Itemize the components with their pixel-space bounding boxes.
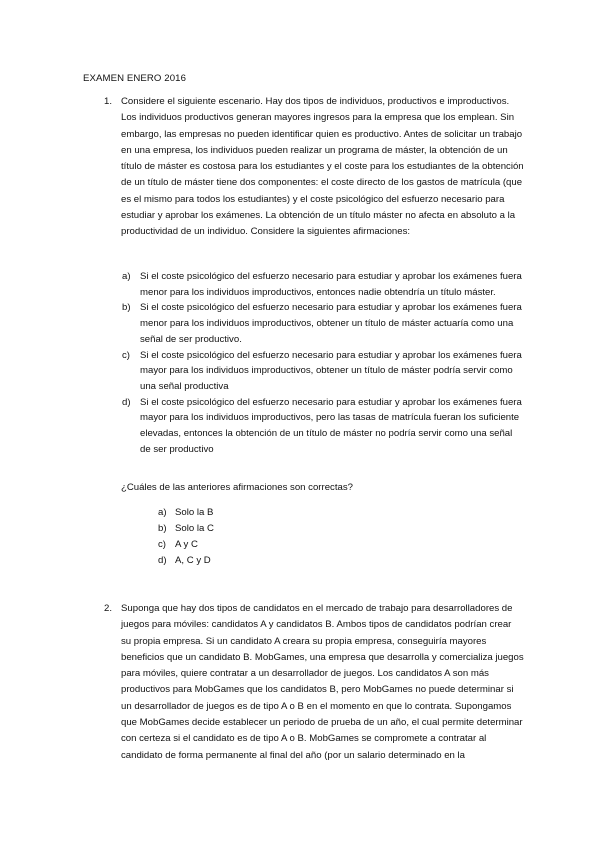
question-1-prompt: ¿Cuáles de las anteriores afirmaciones son correctas? <box>121 482 353 493</box>
question-1-text: Considere el siguiente escenario. Hay dos tipos de individuos, productivos e improductivos. Los individuos productivos generan mayores ingresos para la empresa que los emplean. Sin embargo, las empresas no pueden identificar quien es productivo. Antes de solicitar un trabajo en una empresa, los individuos pueden realizar un programa de máster, la obtención de un título de máster es costosa para los estudiantes y el coste para los estudiantes de la obtención de un título de máster tiene dos componentes: el coste directo de los gastos de matrícula (que es el mismo para todos los estudiantes) y el coste psicológico del esfuerzo necesario para estudiar y aprobar los exámenes. La obtención de un título máster no afecta en absoluto a la productividad de un individuo. Considere la siguientes afirmaciones: <box>121 96 524 238</box>
answer-letter: d) <box>158 555 167 566</box>
answer-text: A y C <box>175 539 198 550</box>
statement-a <box>123 269 523 300</box>
statement-text: Si el coste psicológico del esfuerzo necesario para estudiar y aprobar los exámenes fuera menor para los individuos improductivos, obtener un título de máster actuaría como una señal de ser productivo. <box>140 302 522 345</box>
statement-b <box>123 300 523 347</box>
statement-letter: b) <box>122 302 131 314</box>
statement-c <box>123 348 523 395</box>
answer-letter: a) <box>158 507 167 518</box>
answer-text: A, C y D <box>175 555 211 566</box>
statement-letter: a) <box>122 271 131 282</box>
answer-text: Solo la B <box>175 507 214 518</box>
statement-list <box>123 269 523 457</box>
exam-title: EXAMEN ENERO 2016 <box>83 73 187 84</box>
statement-text: Si el coste psicológico del esfuerzo necesario para estudiar y aprobar los exámenes fuera mayor para los individuos improductivos, pero las tasas de matrícula fueran los suficiente elevadas, entonces la obtención de un título de máster no podría servir como una señal de ser productivo <box>140 396 522 455</box>
question-2 <box>104 601 524 764</box>
question-2-number: 2. <box>104 603 113 614</box>
statement-d <box>123 395 523 458</box>
statement-text: Si el coste psicológico del esfuerzo necesario para estudiar y aprobar los exámenes fuera menor para los individuos improductivos, entonces nadie obtendría un título máster. <box>140 271 522 298</box>
answer-letter: c) <box>158 539 166 550</box>
question-1-number: 1. <box>104 96 113 107</box>
statement-letter: d) <box>122 396 131 408</box>
answer-text: Solo la C <box>175 523 214 534</box>
statement-letter: c) <box>122 349 130 361</box>
question-2-text: Suponga que hay dos tipos de candidatos en el mercado de trabajo para desarrolladores de juegos para móviles: candidatos A y candidatos B. Ambos tipos de candidatos podrían crear su propia empresa. Si un candidato A creara su propia empresa, conseguiría mayores beneficios que un candidato B. MobGames, una empresa que desarrolla y comercializa juegos para móviles, quiere contratar a un desarrollador de juegos. Los candidatos A son más productivos para MobGames que los candidatos B, pero MobGames no puede determinar si un desarrollador de juegos es de tipo A o B en el momento en que lo contrata. Supongamos que MobGames decide establecer un periodo de prueba de un año, el cual permite determinar con certeza si el candidato es de tipo A o B. MobGames se compromete a contratar al candidato de forma permanente al final del año (por un salario determinado en la <box>121 603 524 761</box>
statement-text: Si el coste psicológico del esfuerzo necesario para estudiar y aprobar los exámenes fuera mayor para los individuos improductivos, obtener un título de máster podría servir como una señal productiva <box>140 349 522 392</box>
answer-letter: b) <box>158 523 167 534</box>
question-1 <box>104 94 524 241</box>
